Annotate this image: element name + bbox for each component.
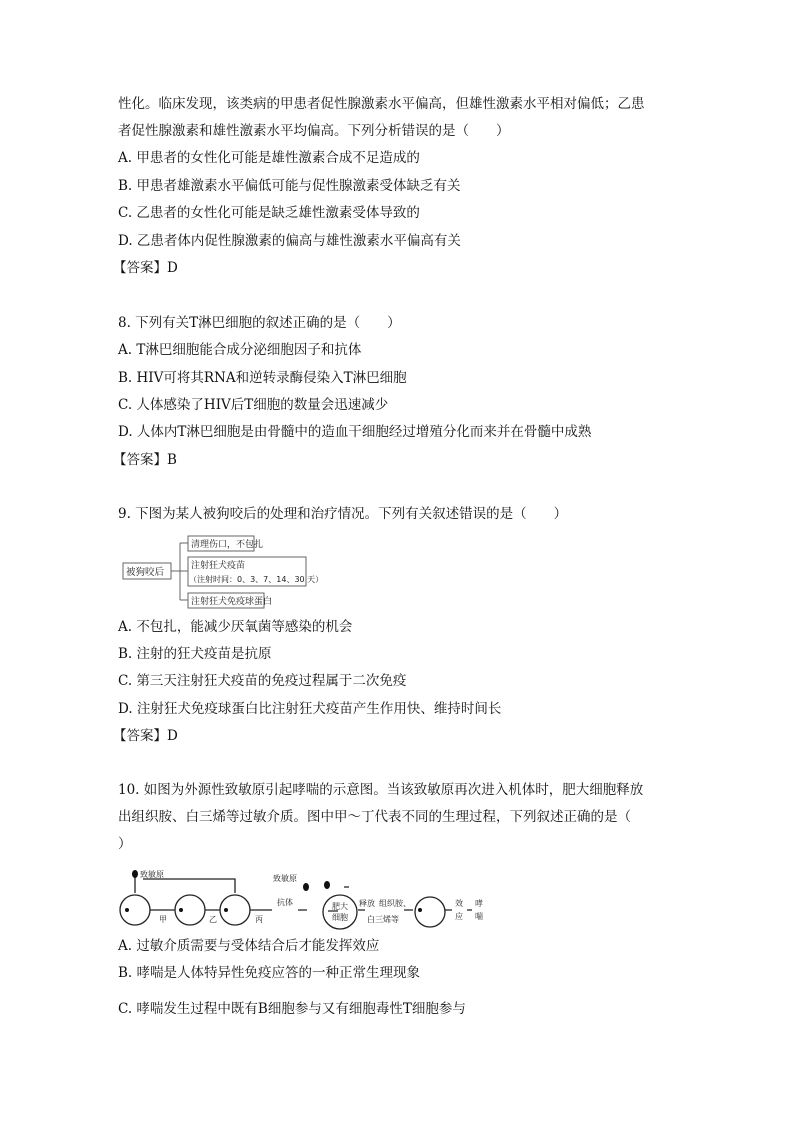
q8-option-b: B. HIV可将其RNA和逆转录酶侵染入T淋巴细胞	[118, 370, 407, 386]
step-yi: 乙	[209, 915, 217, 924]
antibody-label: 抗体	[277, 898, 293, 907]
q10-option-c: C. 哮喘发生过程中既有B细胞参与又有细胞毒性T细胞参与	[118, 1001, 466, 1017]
step-jia: 甲	[159, 915, 167, 924]
q9-diagram	[118, 533, 324, 609]
effect-label: 效	[455, 899, 463, 908]
q8-option-d: D. 人体内T淋巴细胞是由骨髓中的造血干细胞经过增殖分化而来并在骨髓中成熟	[118, 424, 592, 440]
q9-answer: 【答案】D	[113, 728, 178, 744]
step-bing: 丙	[255, 915, 263, 924]
q8-answer: 【答案】B	[113, 452, 177, 468]
q7-option-d: D. 乙患者体内促性腺激素的偏高与雄性激素水平偏高有关	[118, 233, 461, 249]
q8-option-c: C. 人体感染了HIV后T细胞的数量会迅速减少	[118, 397, 389, 413]
mast-cell-label: 肥大	[332, 902, 348, 911]
q9-option-c: C. 第三天注射狂犬疫苗的免疫过程属于二次免疫	[118, 673, 407, 689]
q7-option-c: C. 乙患者的女性化可能是缺乏雄性激素受体导致的	[118, 205, 420, 221]
branch3-label: 注射狂犬免疫球蛋白	[191, 597, 273, 607]
mediator-label: 白三烯等	[367, 915, 399, 924]
q9-option-a: A. 不包扎，能减少厌氧菌等感染的机会	[118, 619, 353, 635]
q10-stem-line: 出组织胺、白三烯等过敏介质。图中甲～丁代表不同的生理过程，下列叙述正确的是（	[118, 809, 631, 825]
allergen-label: 致敏原	[140, 870, 164, 879]
branch2-times: （注射时间：0、3、7、14、30 天）	[189, 575, 324, 584]
q8-stem: 8. 下列有关T淋巴细胞的叙述正确的是（ ）	[118, 315, 401, 331]
root-label: 被狗咬后	[126, 567, 165, 578]
q10-option-a: A. 过敏介质需要与受体结合后才能发挥效应	[118, 938, 380, 954]
asthma-label: 喘	[475, 912, 483, 921]
q10-stem-line: 10. 如图为外源性致敏原引起哮喘的示意图。当该致敏原再次进入机体时，肥大细胞释放	[118, 782, 644, 798]
mediator-label: 组织胺、	[379, 899, 411, 908]
q7-stem-line: 者促性腺激素和雄性激素水平均偏高。下列分析错误的是（ ）	[118, 123, 510, 139]
q7-stem-line: 性化。临床发现，该类病的甲患者促性腺激素水平偏高，但雄性激素水平相对偏低；乙患	[118, 96, 645, 112]
q7-option-a: A. 甲患者的女性化可能是雄性激素合成不足造成的	[118, 150, 420, 166]
branch2-label: 注射狂犬疫苗	[191, 561, 246, 571]
q10-option-b: B. 哮喘是人体特异性免疫应答的一种正常生理现象	[118, 965, 421, 981]
q7-option-b: B. 甲患者雄激素水平偏低可能与促性腺激素受体缺乏有关	[118, 178, 461, 194]
q8-option-a: A. T淋巴细胞能合成分泌细胞因子和抗体	[118, 342, 362, 358]
allergen-label: 致敏原	[273, 874, 297, 883]
allergen-icon	[324, 881, 330, 889]
effect-label: 应	[455, 912, 463, 921]
allergen-icon	[303, 883, 309, 891]
q7-answer: 【答案】D	[113, 260, 178, 276]
bracket-lines	[171, 543, 188, 600]
q9-stem: 9. 下图为某人被狗咬后的处理和治疗情况。下列有关叙述错误的是（ ）	[118, 506, 568, 522]
q10-diagram	[115, 865, 490, 935]
release-label: 释放	[359, 899, 375, 908]
asthma-label: 哮	[475, 899, 483, 908]
q9-option-d: D. 注射狂犬免疫球蛋白比注射狂犬疫苗产生作用快、维持时间长	[118, 701, 502, 717]
q10-stem-line: ）	[118, 836, 132, 852]
allergen-icon	[132, 870, 138, 878]
branch1-label: 清理伤口，不包扎	[191, 540, 264, 550]
mast-cell-label: 细胞	[332, 913, 348, 922]
q9-option-b: B. 注射的狂犬疫苗是抗原	[118, 646, 272, 662]
